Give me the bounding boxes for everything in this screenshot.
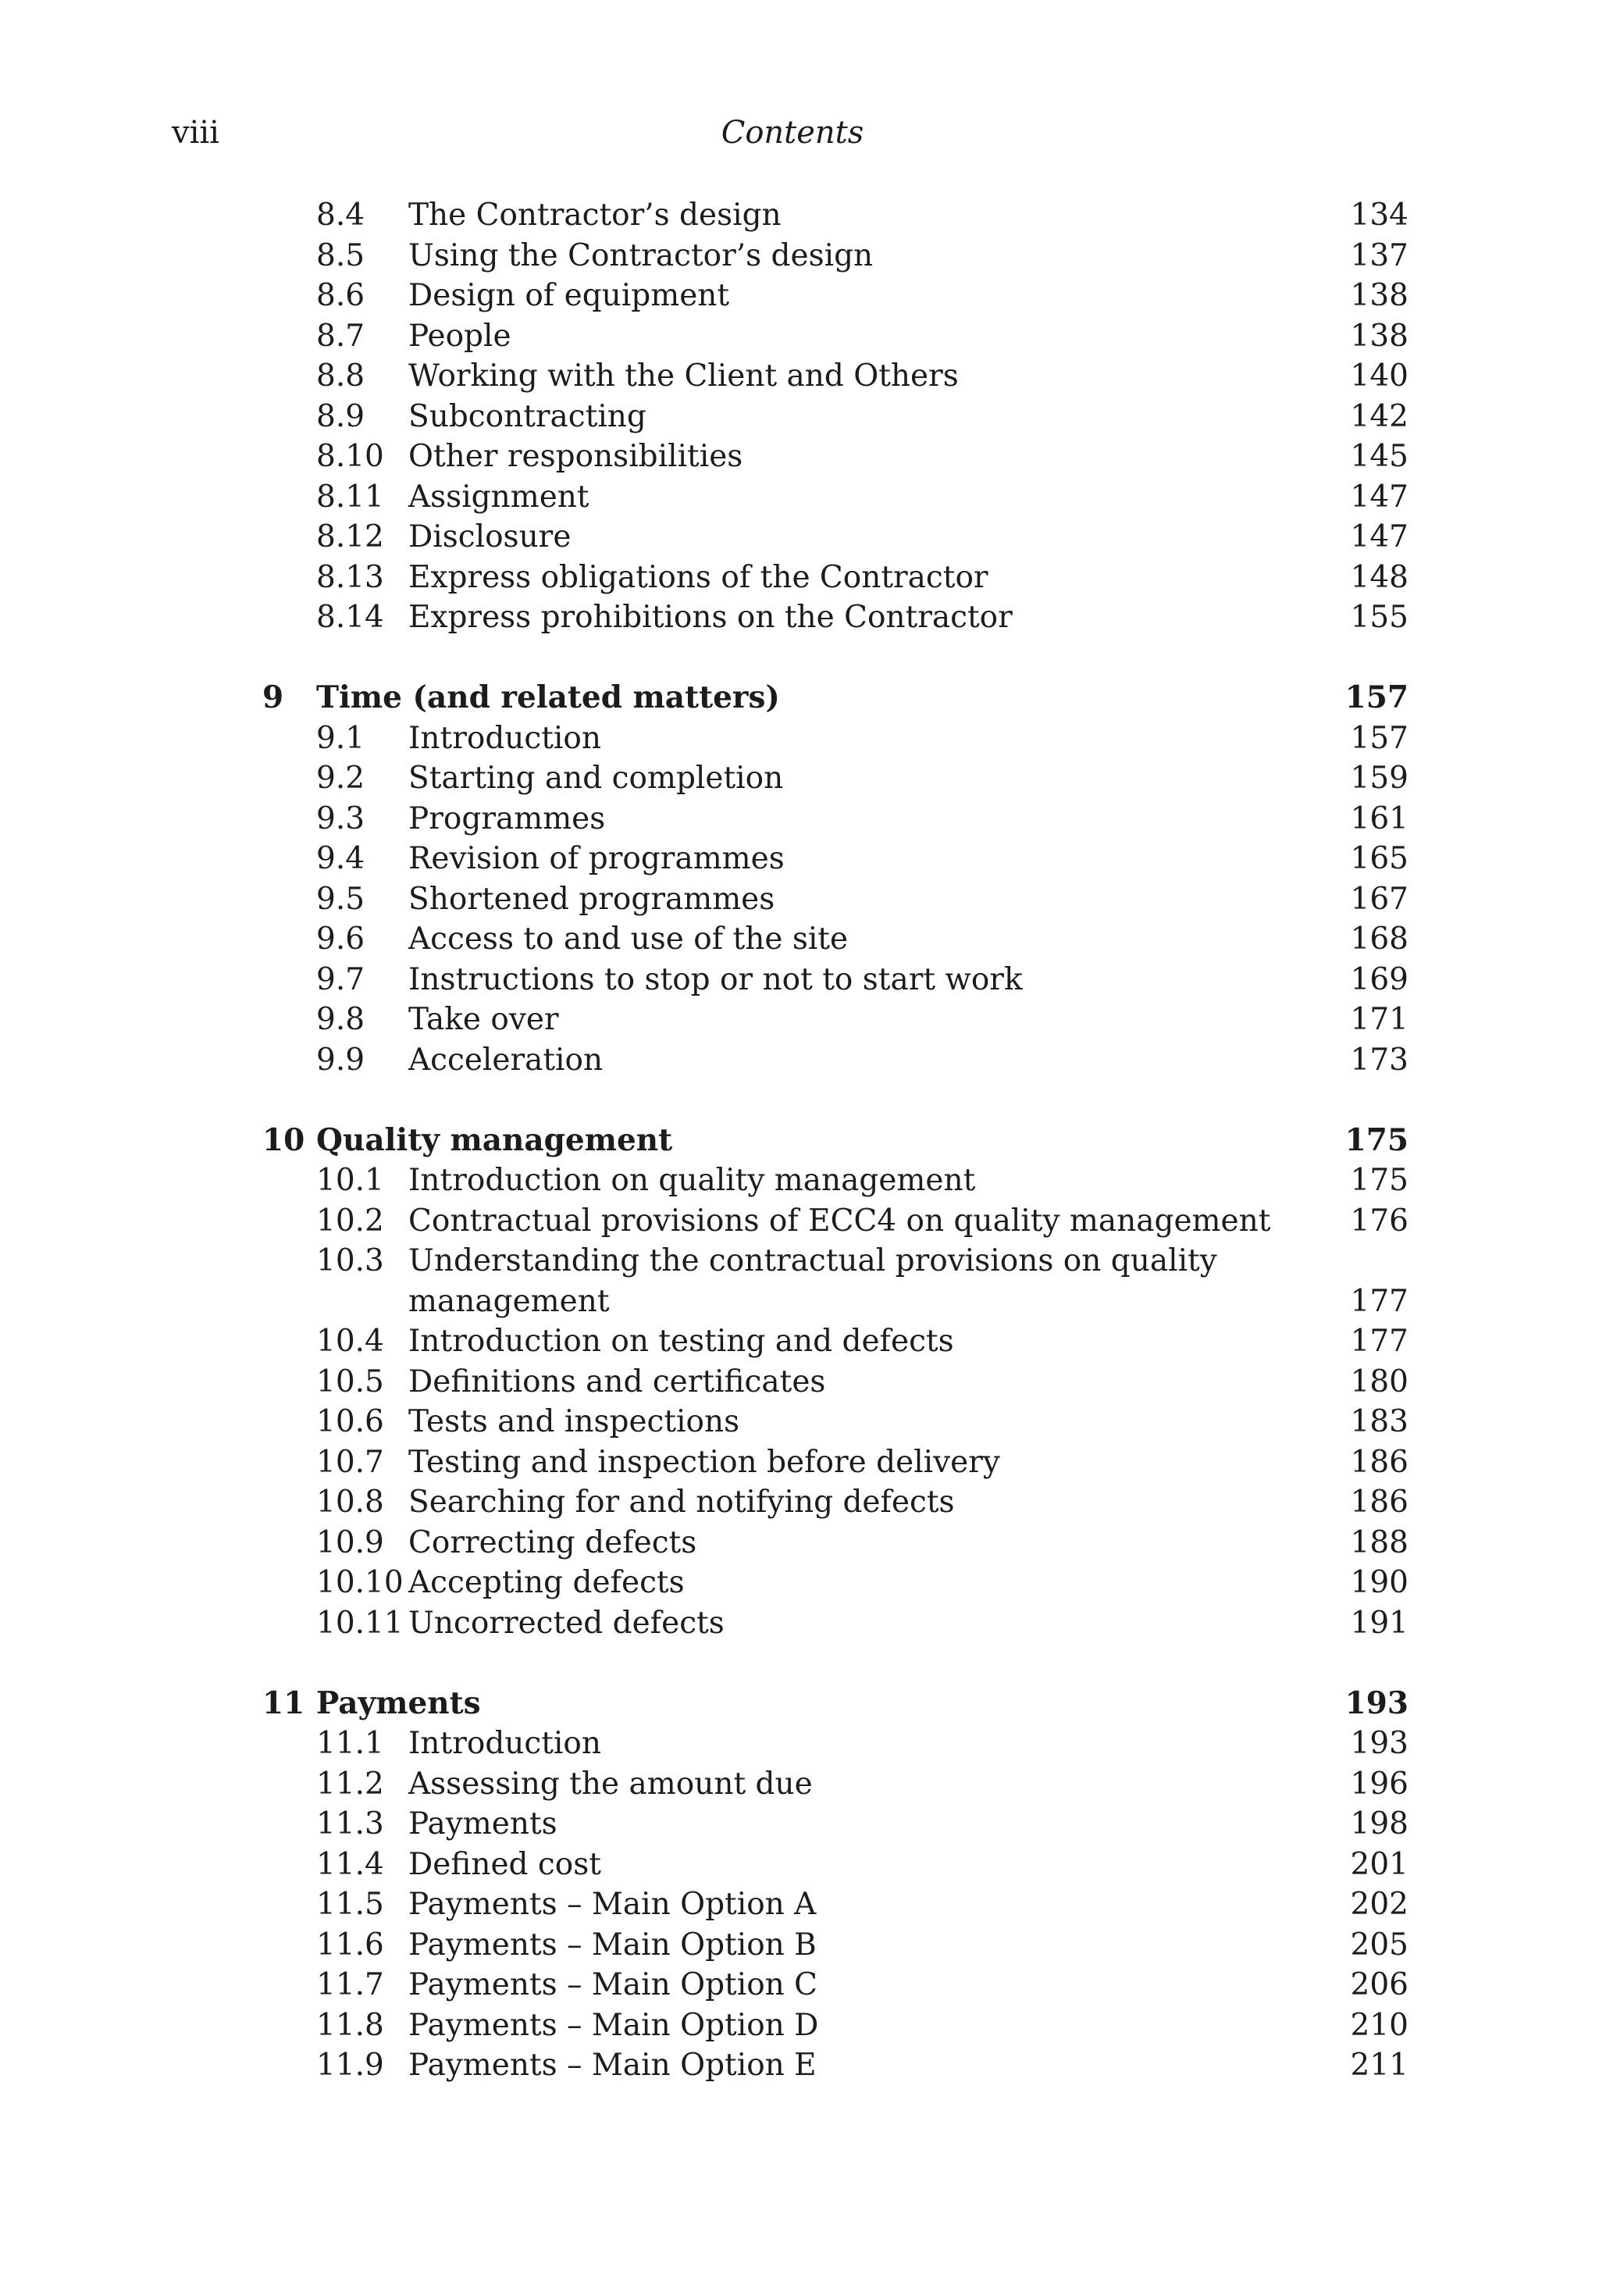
- entry-number: 10.3: [316, 1243, 384, 1278]
- entry-number: 11.4: [316, 1846, 384, 1882]
- entry-number: 11.6: [316, 1927, 384, 1963]
- entry-number: 9.6: [316, 922, 365, 957]
- entry-page-number: 177: [1350, 1283, 1408, 1319]
- toc-entry-row[interactable]: [0, 1482, 1599, 1523]
- entry-page-number: 171: [1350, 1002, 1408, 1037]
- entry-number: 8.12: [316, 519, 384, 554]
- entry-number: 8.11: [316, 479, 384, 515]
- toc-entry-row[interactable]: [0, 1925, 1599, 1966]
- entry-title: Access to and use of the site: [408, 922, 849, 957]
- toc-entry-row[interactable]: [0, 1523, 1599, 1563]
- entry-page-number: 157: [1350, 720, 1408, 756]
- entry-page-number: 159: [1350, 761, 1408, 796]
- entry-page-number: 167: [1350, 881, 1408, 917]
- chapter-number: 10: [262, 1121, 305, 1158]
- page-header: [172, 109, 1413, 156]
- entry-number: 8.8: [316, 358, 365, 394]
- entry-number: 10.10: [316, 1565, 404, 1600]
- entry-page-number: 176: [1350, 1203, 1408, 1239]
- page-number: viii: [172, 115, 219, 151]
- entry-title: Payments – Main Option C: [408, 1967, 818, 2002]
- toc-entry-row[interactable]: [0, 1563, 1599, 1603]
- entry-title: Design of equipment: [408, 278, 730, 313]
- toc-entry-row[interactable]: [0, 1000, 1599, 1040]
- toc-entry-row[interactable]: [0, 276, 1599, 316]
- entry-page-number: 211: [1350, 2048, 1408, 2083]
- toc-entry-row[interactable]: [0, 1282, 1599, 1322]
- entry-page-number: 138: [1350, 278, 1408, 313]
- toc-chapter-row[interactable]: [0, 1121, 1599, 1161]
- toc-entry-row[interactable]: [0, 839, 1599, 879]
- entry-number: 8.13: [316, 559, 384, 595]
- entry-title: Payments: [408, 1806, 557, 1841]
- entry-page-number: 196: [1350, 1766, 1408, 1802]
- entry-title: Express obligations of the Contractor: [408, 559, 988, 595]
- chapter-page-number: 175: [1344, 1121, 1408, 1158]
- entry-number: 8.14: [316, 600, 384, 635]
- entry-title: Acceleration: [408, 1042, 604, 1078]
- entry-number: 8.9: [316, 398, 365, 434]
- entry-number: 8.7: [316, 318, 365, 354]
- entry-page-number: 161: [1350, 800, 1408, 836]
- section-spacer: [0, 1080, 1599, 1121]
- toc-entry-row[interactable]: [0, 1241, 1599, 1282]
- entry-number: 11.1: [316, 1726, 384, 1761]
- entry-number: 9.3: [316, 800, 365, 836]
- entry-page-number: 137: [1350, 237, 1408, 273]
- chapter-page-number: 193: [1344, 1685, 1408, 1721]
- entry-page-number: 190: [1350, 1565, 1408, 1600]
- entry-title: Payments – Main Option B: [408, 1927, 817, 1963]
- entry-title: Introduction: [408, 720, 601, 756]
- entry-page-number: 148: [1350, 559, 1408, 595]
- section-spacer: [0, 1643, 1599, 1684]
- entry-title: Payments – Main Option E: [408, 2048, 817, 2083]
- entry-page-number: 140: [1350, 358, 1408, 394]
- entry-title: Other responsibilities: [408, 439, 743, 474]
- chapter-number: 11: [262, 1685, 305, 1721]
- toc-entry-row[interactable]: [0, 1965, 1599, 2005]
- entry-number: 11.8: [316, 2007, 384, 2043]
- entry-title: Introduction on testing and defects: [408, 1324, 954, 1359]
- entry-page-number: 191: [1350, 1605, 1408, 1641]
- entry-number: 10.4: [316, 1324, 384, 1359]
- entry-number: 10.11: [316, 1605, 404, 1641]
- toc-entry-row[interactable]: [0, 799, 1599, 840]
- entry-page-number: 142: [1350, 398, 1408, 434]
- toc-entry-row[interactable]: [0, 879, 1599, 920]
- chapter-title: Payments: [316, 1685, 481, 1721]
- entry-number: 9.9: [316, 1042, 365, 1078]
- toc-entry-row[interactable]: [0, 1201, 1599, 1242]
- toc-entry-row[interactable]: [0, 1724, 1599, 1764]
- entry-page-number: 138: [1350, 318, 1408, 354]
- chapter-page-number: 157: [1344, 679, 1408, 715]
- toc-entry-row[interactable]: [0, 1160, 1599, 1201]
- entry-title: Defined cost: [408, 1846, 601, 1882]
- chapter-title: Time (and related matters): [316, 679, 780, 715]
- toc-entry-row[interactable]: [0, 1362, 1599, 1403]
- toc-entry-row[interactable]: [0, 195, 1599, 236]
- entry-page-number: 134: [1350, 198, 1408, 233]
- toc-entry-row[interactable]: [0, 1402, 1599, 1442]
- toc-chapter-row[interactable]: [0, 678, 1599, 718]
- entry-title: Payments – Main Option A: [408, 1887, 817, 1922]
- entry-number: 10.1: [316, 1163, 384, 1198]
- entry-title: Accepting defects: [408, 1565, 685, 1600]
- entry-number: 10.2: [316, 1203, 384, 1239]
- entry-number: 8.4: [316, 198, 365, 233]
- entry-title: Correcting defects: [408, 1524, 697, 1560]
- entry-title: Working with the Client and Others: [408, 358, 959, 394]
- toc-entry-row[interactable]: [0, 597, 1599, 638]
- entry-page-number: 173: [1350, 1042, 1408, 1078]
- entry-title: Express prohibitions on the Contractor: [408, 600, 1013, 635]
- entry-page-number: 169: [1350, 961, 1408, 997]
- entry-title: Introduction on quality management: [408, 1163, 976, 1198]
- entry-title: Understanding the contractual provisions on quality: [408, 1243, 1217, 1278]
- toc-entry-row[interactable]: [0, 558, 1599, 598]
- entry-page-number: 147: [1350, 479, 1408, 515]
- entry-title: Take over: [408, 1002, 559, 1037]
- entry-title: Tests and inspections: [408, 1404, 740, 1439]
- entry-title: Shortened programmes: [408, 881, 775, 917]
- entry-number: 9.2: [316, 761, 365, 796]
- chapter-number: 9: [262, 679, 284, 715]
- entry-page-number: 206: [1350, 1967, 1408, 2002]
- toc-entry-row[interactable]: [0, 2005, 1599, 2046]
- toc-entry-row[interactable]: [0, 517, 1599, 558]
- entry-title: Revision of programmes: [408, 841, 785, 876]
- toc-entry-row[interactable]: [0, 1884, 1599, 1925]
- toc-entry-row[interactable]: [0, 1040, 1599, 1081]
- toc-chapter-row[interactable]: [0, 1684, 1599, 1724]
- entry-title: Definitions and certificates: [408, 1364, 826, 1399]
- entry-page-number: 198: [1350, 1806, 1408, 1841]
- toc-entry-row[interactable]: [0, 718, 1599, 759]
- entry-page-number: 168: [1350, 922, 1408, 957]
- entry-number: 10.7: [316, 1444, 384, 1480]
- entry-number: 8.10: [316, 439, 384, 474]
- entry-title: Uncorrected defects: [408, 1605, 725, 1641]
- toc-entry-row[interactable]: [0, 316, 1599, 357]
- entry-page-number: 147: [1350, 519, 1408, 554]
- toc-entry-row[interactable]: [0, 477, 1599, 518]
- entry-page-number: 177: [1350, 1324, 1408, 1359]
- entry-number: 10.8: [316, 1485, 384, 1520]
- entry-number: 9.5: [316, 881, 365, 917]
- entry-number: 10.6: [316, 1404, 384, 1439]
- entry-title: Instructions to stop or not to start work: [408, 961, 1023, 997]
- entry-page-number: 188: [1350, 1524, 1408, 1560]
- toc-entry-row[interactable]: [0, 919, 1599, 960]
- entry-title: Using the Contractor’s design: [408, 237, 874, 273]
- entry-number: 11.9: [316, 2048, 384, 2083]
- entry-title: People: [408, 318, 511, 354]
- entry-page-number: 186: [1350, 1444, 1408, 1480]
- entry-page-number: 201: [1350, 1846, 1408, 1882]
- entry-page-number: 210: [1350, 2007, 1408, 2043]
- toc-entry-row[interactable]: [0, 1804, 1599, 1845]
- entry-page-number: 202: [1350, 1887, 1408, 1922]
- entry-title: Introduction: [408, 1726, 601, 1761]
- entry-page-number: 205: [1350, 1927, 1408, 1963]
- entry-page-number: 193: [1350, 1726, 1408, 1761]
- entry-number: 8.6: [316, 278, 365, 313]
- entry-title: Testing and inspection before delivery: [408, 1444, 1000, 1480]
- entry-title: Searching for and notifying defects: [408, 1485, 955, 1520]
- table-of-contents: [0, 195, 1599, 2086]
- entry-number: 11.2: [316, 1766, 384, 1802]
- entry-title: Payments – Main Option D: [408, 2007, 819, 2043]
- entry-page-number: 180: [1350, 1364, 1408, 1399]
- toc-entry-row[interactable]: [0, 960, 1599, 1000]
- entry-page-number: 175: [1350, 1163, 1408, 1198]
- entry-number: 11.7: [316, 1967, 384, 2002]
- entry-number: 9.7: [316, 961, 365, 997]
- entry-title: Subcontracting: [408, 398, 646, 434]
- toc-entry-row[interactable]: [0, 1603, 1599, 1644]
- chapter-title: Quality management: [316, 1121, 673, 1158]
- entry-title: Starting and completion: [408, 761, 784, 796]
- entry-title: Programmes: [408, 800, 606, 836]
- toc-entry-row[interactable]: [0, 1442, 1599, 1483]
- toc-entry-row[interactable]: [0, 2045, 1599, 2086]
- toc-entry-row[interactable]: [0, 437, 1599, 477]
- entry-number: 8.5: [316, 237, 365, 273]
- entry-number: 9.4: [316, 841, 365, 876]
- entry-title: Contractual provisions of ECC4 on quality management: [408, 1203, 1271, 1239]
- running-head: Contents: [721, 115, 864, 151]
- toc-entry-row[interactable]: [0, 1321, 1599, 1362]
- entry-title: Assessing the amount due: [408, 1766, 813, 1802]
- entry-number: 9.1: [316, 720, 365, 756]
- entry-title: Assignment: [408, 479, 589, 515]
- entry-number: 10.9: [316, 1524, 384, 1560]
- entry-number: 11.3: [316, 1806, 384, 1841]
- entry-page-number: 165: [1350, 841, 1408, 876]
- section-spacer: [0, 638, 1599, 679]
- entry-title: management: [408, 1283, 610, 1319]
- entry-title: The Contractor’s design: [408, 198, 782, 233]
- toc-entry-row[interactable]: [0, 1845, 1599, 1885]
- entry-page-number: 186: [1350, 1485, 1408, 1520]
- toc-entry-row[interactable]: [0, 356, 1599, 397]
- entry-number: 9.8: [316, 1002, 365, 1037]
- entry-page-number: 183: [1350, 1404, 1408, 1439]
- toc-entry-row[interactable]: [0, 758, 1599, 799]
- entry-page-number: 145: [1350, 439, 1408, 474]
- entry-number: 11.5: [316, 1887, 384, 1922]
- toc-entry-row[interactable]: [0, 1764, 1599, 1805]
- entry-number: 10.5: [316, 1364, 384, 1399]
- entry-title: Disclosure: [408, 519, 572, 554]
- entry-page-number: 155: [1350, 600, 1408, 635]
- toc-entry-row[interactable]: [0, 236, 1599, 276]
- toc-entry-row[interactable]: [0, 397, 1599, 437]
